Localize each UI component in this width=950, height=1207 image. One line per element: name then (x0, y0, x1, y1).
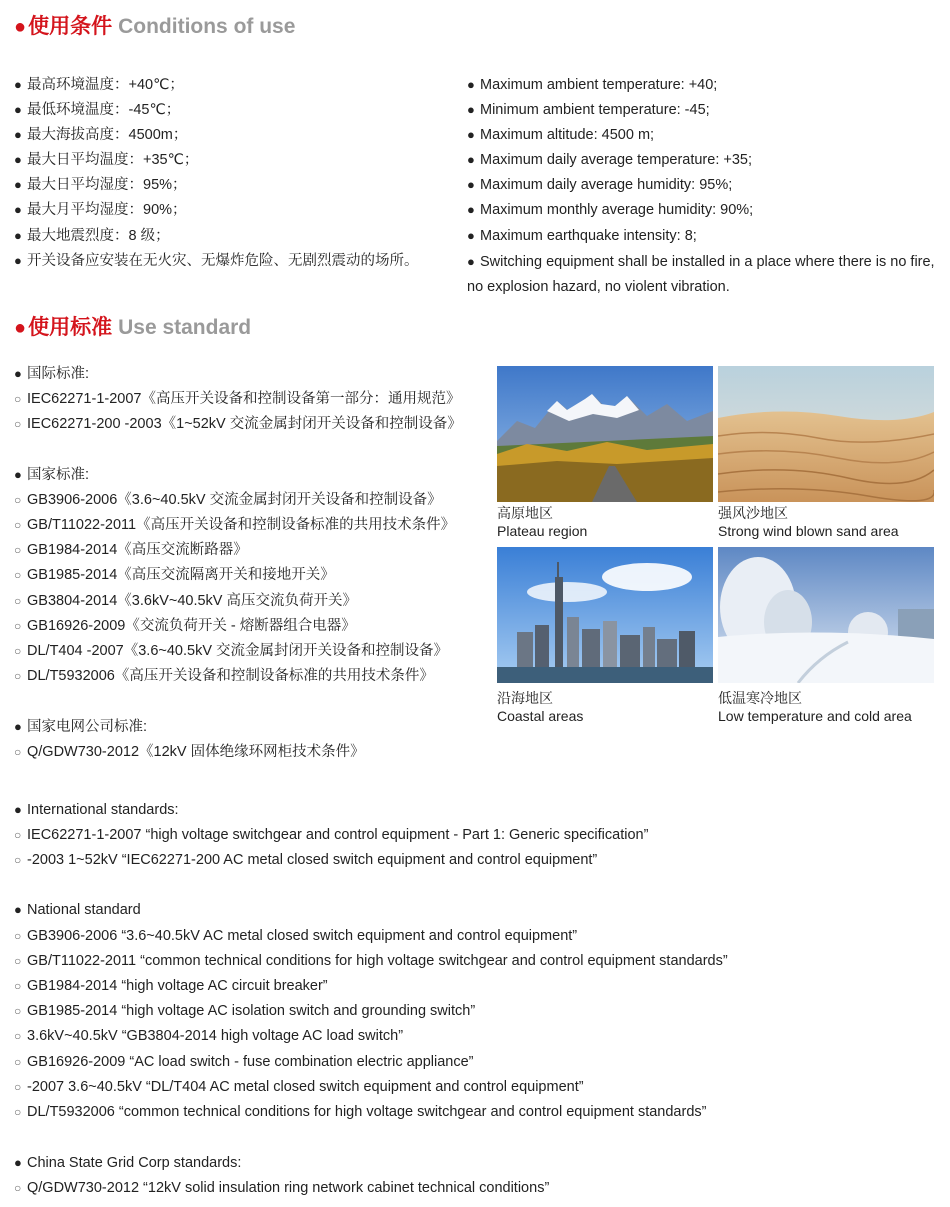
list-item: ● 最大海拔高度：4500m； (14, 127, 188, 143)
list-item: ● 最大地震烈度：8 级； (14, 228, 170, 244)
circle-bullet-icon: ○ (14, 518, 22, 532)
list-item: ○ DL/T5932006《高压开关设备和控制设备标准的共用技术条件》 (14, 668, 434, 684)
circle-bullet-icon: ○ (14, 493, 22, 507)
list-item: ● Maximum daily average humidity: 95%; (467, 177, 733, 193)
circle-bullet-icon: ○ (14, 1029, 22, 1043)
bullet-icon: ● (14, 77, 22, 92)
list-item: ○ GB16926-2009《交流负荷开关 - 熔断器组合电器》 (14, 618, 356, 634)
photo-caption: 强风沙地区 Strong wind blown sand area (718, 505, 899, 539)
circle-bullet-icon: ○ (14, 392, 22, 406)
list-item: ○ 3.6kV~40.5kV “GB3804-2014 high voltage AC load switch” (14, 1028, 404, 1044)
circle-bullet-icon: ○ (14, 828, 22, 842)
list-item: ○ GB/T11022-2011《高压开关设备和控制设备标准的共用技术条件》 (14, 517, 456, 533)
circle-bullet-icon: ○ (14, 417, 22, 431)
list-item: ● Minimum ambient temperature: -45; (467, 102, 710, 118)
bullet-icon: ● (467, 202, 475, 217)
bullet-icon: ● (467, 77, 475, 92)
circle-bullet-icon: ○ (14, 745, 22, 759)
standards-heading: ●使用标准 Use standard (14, 316, 252, 339)
circle-bullet-icon: ○ (14, 1004, 22, 1018)
circle-bullet-icon: ○ (14, 1080, 22, 1094)
desert-photo (718, 366, 934, 502)
list-item: ○ GB1985-2014《高压交流隔离开关和接地开关》 (14, 567, 335, 583)
snow-photo (718, 547, 934, 683)
bullet-icon: ● (14, 719, 22, 734)
list-item: ○ -2003 1~52kV “IEC62271-200 AC metal closed switch equipment and control equipment” (14, 852, 598, 868)
bullet-icon: ● (467, 254, 475, 269)
group-title: ● International standards: (14, 802, 179, 818)
conditions-heading: ●使用条件 Conditions of use (14, 15, 296, 38)
list-item: ○ IEC62271-1-2007《高压开关设备和控制设备第一部分：通用规范》 (14, 391, 461, 407)
group-title: ● China State Grid Corp standards: (14, 1155, 242, 1171)
list-item: ○ GB3906-2006 “3.6~40.5kV AC metal closed switch equipment and control equipment” (14, 928, 578, 944)
list-item: ● 最大月平均湿度：90%； (14, 202, 187, 218)
circle-bullet-icon: ○ (14, 568, 22, 582)
circle-bullet-icon: ○ (14, 644, 22, 658)
list-item: ● 最高环境温度：+40℃； (14, 77, 184, 93)
list-item: ○ Q/GDW730-2012《12kV 固体绝缘环网柜技术条件》 (14, 744, 365, 760)
bullet-icon: ● (14, 366, 22, 381)
bullet-icon: ● (14, 127, 22, 142)
list-item: ● Maximum earthquake intensity: 8; (467, 228, 697, 244)
heading-bullet-icon: ● (14, 16, 27, 38)
circle-bullet-icon: ○ (14, 853, 22, 867)
list-item: ● 最低环境温度：-45℃； (14, 102, 181, 118)
bullet-icon: ● (14, 467, 22, 482)
bullet-icon: ● (467, 152, 475, 167)
bullet-icon: ● (14, 202, 22, 217)
list-item: ○ IEC62271-200 -2003《1~52kV 交流金属封闭开关设备和控制设备》 (14, 416, 462, 432)
bullet-icon: ● (14, 802, 22, 817)
list-item: ● Maximum monthly average humidity: 90%; (467, 202, 754, 218)
circle-bullet-icon: ○ (14, 1105, 22, 1119)
list-item: ● Maximum ambient temperature: +40; (467, 77, 718, 93)
list-item: ○ DL/T404 -2007《3.6~40.5kV 交流金属封闭开关设备和控制设备》 (14, 643, 449, 659)
list-item: ○ GB1984-2014《高压交流断路器》 (14, 542, 248, 558)
bullet-icon: ● (14, 177, 22, 192)
circle-bullet-icon: ○ (14, 954, 22, 968)
bullet-icon: ● (467, 102, 475, 117)
group-title: ● 国家标准: (14, 467, 90, 483)
list-item: ○ GB1985-2014 “high voltage AC isolation switch and grounding switch” (14, 1003, 476, 1019)
circle-bullet-icon: ○ (14, 543, 22, 557)
group-title: ● 国家电网公司标准: (14, 719, 148, 735)
circle-bullet-icon: ○ (14, 619, 22, 633)
list-item: ● 最大日平均温度：+35℃； (14, 152, 199, 168)
heading-bullet-icon: ● (14, 317, 27, 339)
list-item: ○ GB3906-2006《3.6~40.5kV 交流金属封闭开关设备和控制设备》 (14, 492, 442, 508)
list-item: ○ GB16926-2009 “AC load switch - fuse combination electric appliance” (14, 1054, 474, 1070)
list-item: ○ IEC62271-1-2007 “high voltage switchgear and control equipment - Part 1: Generic specification” (14, 827, 649, 843)
bullet-icon: ● (14, 253, 22, 268)
list-item: ○ GB3804-2014《3.6kV~40.5kV 高压交流负荷开关》 (14, 593, 358, 609)
bullet-icon: ● (14, 228, 22, 243)
circle-bullet-icon: ○ (14, 1181, 22, 1195)
bullet-icon: ● (14, 152, 22, 167)
bullet-icon: ● (14, 1155, 22, 1170)
group-title: ● 国际标准: (14, 366, 90, 382)
mountain-photo (497, 366, 713, 502)
list-item: ○ -2007 3.6~40.5kV “DL/T404 AC metal closed switch equipment and control equipment” (14, 1079, 584, 1095)
bullet-icon: ● (467, 177, 475, 192)
circle-bullet-icon: ○ (14, 1055, 22, 1069)
list-item: ● Maximum daily average temperature: +35; (467, 152, 753, 168)
photo-caption: 沿海地区 Coastal areas (497, 690, 584, 724)
list-item: ● 开关设备应安装在无火灾、无爆炸危险、无剧烈震动的场所。 (14, 253, 419, 269)
list-item: ○ GB/T11022-2011 “common technical conditions for high voltage switchgear and control equipment standards” (14, 953, 728, 969)
list-item: ● Switching equipment shall be installed in a place where there is no fire, no explosion hazard, no violent vibration. (467, 249, 937, 300)
list-item: ○ Q/GDW730-2012 “12kV solid insulation ring network cabinet technical conditions” (14, 1180, 550, 1196)
circle-bullet-icon: ○ (14, 929, 22, 943)
list-item: ○ DL/T5932006 “common technical conditions for high voltage switchgear and control equipment standards” (14, 1104, 707, 1120)
bullet-icon: ● (467, 228, 475, 243)
circle-bullet-icon: ○ (14, 979, 22, 993)
list-item: ○ GB1984-2014 “high voltage AC circuit breaker” (14, 978, 328, 994)
circle-bullet-icon: ○ (14, 594, 22, 608)
photo-caption: 高原地区 Plateau region (497, 505, 588, 539)
bullet-icon: ● (467, 127, 475, 142)
circle-bullet-icon: ○ (14, 669, 22, 683)
group-title: ● National standard (14, 902, 141, 918)
bullet-icon: ● (14, 102, 22, 117)
list-item: ● 最大日平均湿度：95%； (14, 177, 187, 193)
list-item: ● Maximum altitude: 4500 m; (467, 127, 655, 143)
bullet-icon: ● (14, 902, 22, 917)
photo-caption: 低温寒冷地区 Low temperature and cold area (718, 690, 912, 724)
city-photo (497, 547, 713, 683)
